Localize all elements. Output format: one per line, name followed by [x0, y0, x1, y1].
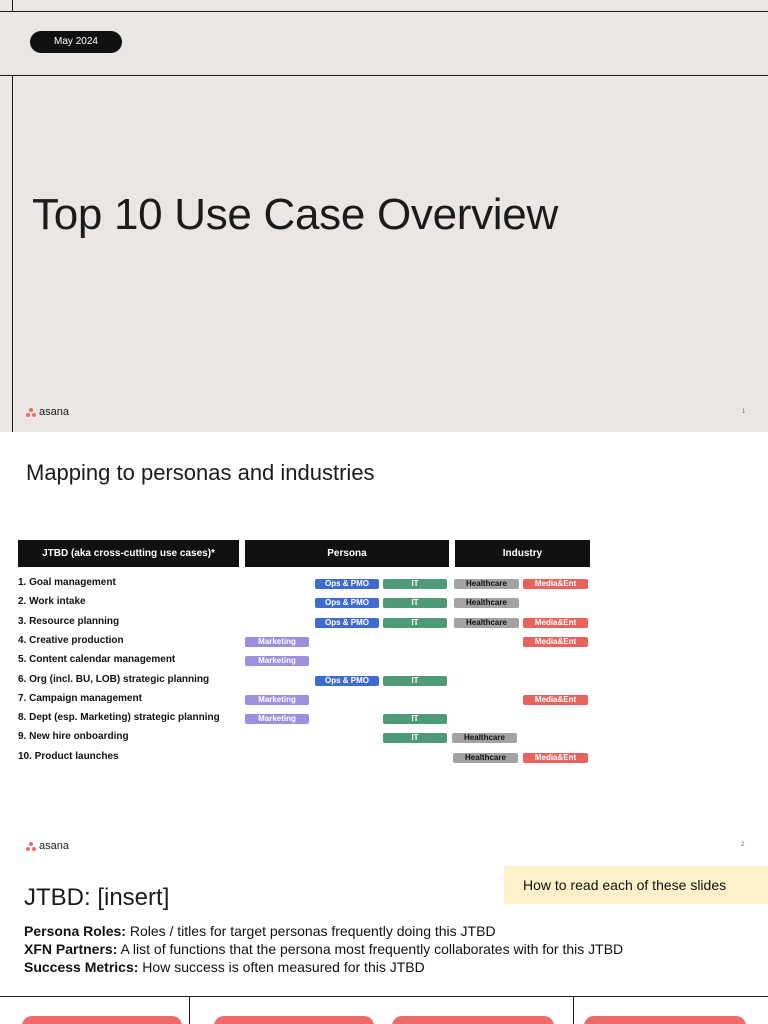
tag-healthcare: Healthcare	[454, 618, 519, 628]
sticky-note: How to read each of these slides	[504, 866, 768, 904]
asana-logo	[26, 406, 69, 418]
column-divider	[189, 996, 190, 1024]
top-rule	[0, 11, 768, 12]
slide-title	[0, 0, 768, 432]
tag-media-ent: Media&Ent	[523, 637, 588, 647]
jtbd-row-label: 5. Content calendar management	[18, 654, 176, 665]
tag-marketing: Marketing	[245, 695, 309, 705]
jtbd-row-label: 7. Campaign management	[18, 693, 142, 704]
logo-text: asana	[39, 840, 69, 852]
tag-media-ent: Media&Ent	[523, 753, 588, 763]
jtbd-row-label: 10. Product launches	[18, 751, 119, 762]
tag-it: IT	[383, 714, 447, 724]
column-header-pill	[584, 1016, 746, 1024]
slide-mapping	[0, 432, 768, 864]
line-text: How success is often measured for this JTBD	[138, 959, 425, 975]
line-text: A list of functions that the persona most frequently collaborates with for this JTBD	[117, 941, 624, 957]
column-divider	[573, 996, 574, 1024]
tag-it: IT	[383, 676, 447, 686]
header-jtbd: JTBD (aka cross-cutting use cases)*	[18, 540, 239, 567]
jtbd-row-label: 3. Resource planning	[18, 616, 120, 627]
tag-ops-pmo: Ops & PMO	[315, 618, 379, 628]
tag-media-ent: Media&Ent	[523, 618, 588, 628]
tag-media-ent: Media&Ent	[523, 695, 588, 705]
tag-healthcare: Healthcare	[453, 753, 518, 763]
left-rule	[12, 75, 13, 432]
jtbd-row-label: 2. Work intake	[18, 596, 86, 607]
tag-marketing: Marketing	[245, 714, 309, 724]
header-persona: Persona	[245, 540, 449, 567]
jtbd-row-label: 8. Dept (esp. Marketing) strategic planning	[18, 712, 220, 723]
asana-logo-icon	[26, 408, 36, 417]
asana-logo	[26, 840, 69, 852]
asana-logo-icon	[26, 842, 36, 851]
success-metrics-line	[24, 958, 425, 976]
date-badge: May 2024	[30, 31, 122, 53]
column-header-pill	[214, 1016, 374, 1024]
tag-healthcare: Healthcare	[454, 579, 519, 589]
line-label: Success Metrics:	[24, 959, 139, 975]
tag-marketing: Marketing	[245, 637, 309, 647]
tag-healthcare: Healthcare	[452, 733, 517, 743]
left-tick-top	[12, 0, 13, 11]
column-header-pill	[22, 1016, 182, 1024]
tag-it: IT	[383, 733, 447, 743]
tag-marketing: Marketing	[245, 656, 309, 666]
tag-it: IT	[383, 618, 447, 628]
page-number: 1	[742, 409, 746, 415]
section-rule	[0, 996, 768, 997]
header-industry: Industry	[455, 540, 590, 567]
slide-title-text: Mapping to personas and industries	[26, 460, 375, 485]
logo-text: asana	[39, 406, 69, 418]
tag-ops-pmo: Ops & PMO	[315, 676, 379, 686]
persona-roles-line	[24, 922, 496, 940]
tag-ops-pmo: Ops & PMO	[315, 579, 379, 589]
slide-title-text: JTBD: [insert]	[24, 884, 170, 911]
tag-it: IT	[383, 579, 447, 589]
tag-media-ent: Media&Ent	[523, 579, 588, 589]
tag-ops-pmo: Ops & PMO	[315, 598, 379, 608]
tag-it: IT	[383, 598, 447, 608]
page-number: 2	[741, 842, 745, 848]
line-label: Persona Roles:	[24, 923, 126, 939]
jtbd-row-label: 4. Creative production	[18, 635, 124, 646]
column-header-pill	[392, 1016, 554, 1024]
jtbd-row-label: 1. Goal management	[18, 577, 116, 588]
jtbd-row-label: 9. New hire onboarding	[18, 731, 129, 742]
jtbd-row-label: 6. Org (incl. BU, LOB) strategic planning	[18, 674, 210, 685]
xfn-partners-line	[24, 940, 623, 958]
header-rule	[0, 75, 768, 76]
line-text: Roles / titles for target personas frequently doing this JTBD	[125, 923, 496, 939]
slide-jtbd-template	[0, 864, 768, 1024]
slide-title-text: Top 10 Use Case Overview	[32, 190, 558, 239]
line-label: XFN Partners:	[24, 941, 118, 957]
tag-healthcare: Healthcare	[454, 598, 519, 608]
